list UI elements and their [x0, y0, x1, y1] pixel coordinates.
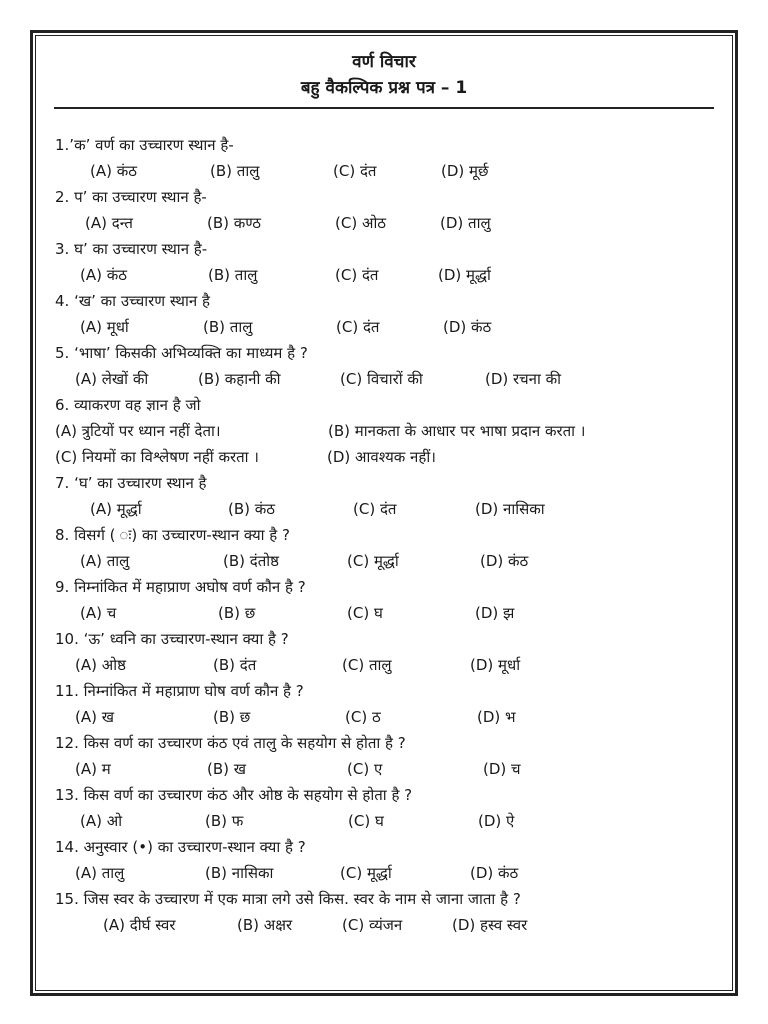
question-text: [55, 886, 715, 912]
option-d: (D) ऐ: [478, 812, 515, 830]
document-title: वर्ण विचार: [352, 52, 416, 72]
option-b: (B) दंतोष्ठ: [223, 552, 279, 570]
option-b: (B) अक्षर: [237, 916, 293, 934]
option-c: (C) ए: [347, 760, 383, 778]
question-7-text: 7. ‘घ’ का उच्चारण स्थान है: [55, 474, 207, 492]
question-text: [55, 574, 715, 600]
option-c: (C) दंत: [336, 318, 380, 336]
option-d: (D) च: [483, 760, 521, 778]
options-row: [55, 756, 715, 782]
option-c: (C) ठ: [345, 708, 381, 726]
options-row: [55, 444, 715, 470]
option-d: (D) मूर्छ: [441, 162, 489, 180]
option-a: (A) ख: [75, 708, 115, 726]
option-a: (A) मूर्धा: [80, 318, 129, 336]
option-a: (A) त्रुटियों पर ध्यान नहीं देता।: [55, 422, 221, 440]
question-text: [55, 782, 715, 808]
question-text: [55, 470, 715, 496]
option-a: (A) कंठ: [90, 162, 137, 180]
question-text: [55, 132, 715, 158]
option-a: (A) तालु: [80, 552, 130, 570]
question-8-text: 8. विसर्ग ( ः) का उच्चारण-स्थान क्या है ?: [55, 526, 290, 544]
option-b: (B) छ: [213, 708, 251, 726]
question-list: [55, 132, 715, 938]
question-text: [55, 626, 715, 652]
question-13-text: 13. किस वर्ण का उच्चारण कंठ और ओष्ठ के सहयोग से होता है ?: [55, 786, 413, 804]
option-b: (B) कण्ठ: [207, 214, 261, 232]
option-c: (C) विचारों की: [340, 370, 423, 388]
option-c: (C) मूर्द्धा: [347, 552, 399, 570]
option-d: (D) रचना की: [485, 370, 562, 388]
question-12-text: 12. किस वर्ण का उच्चारण कंठ एवं तालु के सहयोग से होता है ?: [55, 734, 406, 752]
option-a: (A) तालु: [75, 864, 125, 882]
option-a: (A) म: [75, 760, 111, 778]
question-text: [55, 678, 715, 704]
option-d: (D) नासिका: [475, 500, 545, 518]
options-row: [55, 548, 715, 574]
options-row: [55, 314, 715, 340]
option-b: (B) कहानी की: [198, 370, 281, 388]
option-a: (A) कंठ: [80, 266, 127, 284]
question-text: [55, 184, 715, 210]
option-a: (A) मूर्द्धा: [90, 500, 142, 518]
options-row: [55, 158, 715, 184]
question-10-text: 10. ‘ऊ’ ध्वनि का उच्चारण-स्थान क्या है ?: [55, 630, 289, 648]
option-a: (A) ओष्ठ: [75, 656, 126, 674]
option-b: (B) ख: [207, 760, 247, 778]
option-d: (D) कंठ: [443, 318, 492, 336]
option-c: (C) मूर्द्धा: [340, 864, 392, 882]
option-c: (C) नियमों का विश्लेषण नहीं करता ।: [55, 448, 259, 466]
option-c: (C) दंत: [335, 266, 379, 284]
question-5-text: 5. ‘भाषा’ किसकी अभिव्यक्ति का माध्यम है ?: [55, 344, 308, 362]
options-row: [55, 496, 715, 522]
option-a: (A) लेखों की: [75, 370, 149, 388]
question-9-text: 9. निम्नांकित में महाप्राण अघोष वर्ण कौन है ?: [55, 578, 306, 596]
option-b: (B) मानकता के आधार पर भाषा प्रदान करता ।: [328, 422, 586, 440]
option-d: (D) कंठ: [480, 552, 529, 570]
option-c: (C) दंत: [333, 162, 377, 180]
option-b: (B) तालु: [203, 318, 253, 336]
options-row: [55, 704, 715, 730]
option-b: (B) फ: [205, 812, 244, 830]
option-c: (C) घ: [347, 604, 383, 622]
option-d: (D) भ: [477, 708, 516, 726]
option-d: (D) आवश्यक नहीं।: [327, 448, 436, 466]
option-a: (A) दन्त: [85, 214, 133, 232]
question-text: [55, 522, 715, 548]
question-11-text: 11. निम्नांकित में महाप्राण घोष वर्ण कौन है ?: [55, 682, 304, 700]
options-row: [55, 366, 715, 392]
question-text: [55, 236, 715, 262]
question-text: [55, 288, 715, 314]
option-d: (D) मूर्धा: [470, 656, 521, 674]
options-row: [55, 808, 715, 834]
question-text: [55, 392, 715, 418]
question-4-text: 4. ‘ख’ का उच्चारण स्थान है: [55, 292, 210, 310]
options-row: [55, 652, 715, 678]
question-text: [55, 340, 715, 366]
option-c: (C) व्यंजन: [342, 916, 403, 934]
question-14-text: 14. अनुस्वार (•) का उच्चारण-स्थान क्या है ?: [55, 838, 306, 856]
document-header: [40, 50, 728, 102]
option-a: (A) च: [80, 604, 117, 622]
option-d: (D) कंठ: [470, 864, 519, 882]
option-b: (B) तालु: [210, 162, 260, 180]
question-15-text: 15. जिस स्वर के उच्चारण में एक मात्रा लगे उसे किस. स्वर के नाम से जाना जाता है ?: [55, 890, 521, 908]
option-c: (C) घ: [348, 812, 384, 830]
option-b: (B) दंत: [213, 656, 257, 674]
option-a: (A) दीर्घ स्वर: [103, 916, 176, 934]
option-b: (B) तालु: [208, 266, 258, 284]
option-c: (C) ओठ: [335, 214, 387, 232]
question-2-text: 2. प’ का उच्चारण स्थान है-: [55, 188, 207, 206]
option-d: (D) झ: [475, 604, 515, 622]
options-row: [55, 860, 715, 886]
options-row: [55, 600, 715, 626]
options-row: [55, 210, 715, 236]
question-1-text: 1.’क’ वर्ण का उच्चारण स्थान है-: [55, 136, 234, 154]
question-3-text: 3. घ’ का उच्चारण स्थान है-: [55, 240, 208, 258]
option-a: (A) ओ: [80, 812, 123, 830]
option-c: (C) तालु: [342, 656, 392, 674]
document-subtitle: बहु वैकल्पिक प्रश्न पत्र – 1: [300, 78, 468, 98]
header-divider: [54, 107, 714, 109]
question-text: [55, 730, 715, 756]
question-6-text: 6. व्याकरण वह ज्ञान है जो: [55, 396, 201, 414]
option-b: (B) कंठ: [228, 500, 275, 518]
question-text: [55, 834, 715, 860]
option-d: (D) हस्व स्वर: [452, 916, 528, 934]
option-b: (B) छ: [218, 604, 256, 622]
option-d: (D) तालु: [440, 214, 491, 232]
option-d: (D) मूर्द्धा: [438, 266, 491, 284]
option-b: (B) नासिका: [205, 864, 274, 882]
options-row: [55, 262, 715, 288]
options-row: [55, 912, 715, 938]
options-row: [55, 418, 715, 444]
option-c: (C) दंत: [353, 500, 397, 518]
